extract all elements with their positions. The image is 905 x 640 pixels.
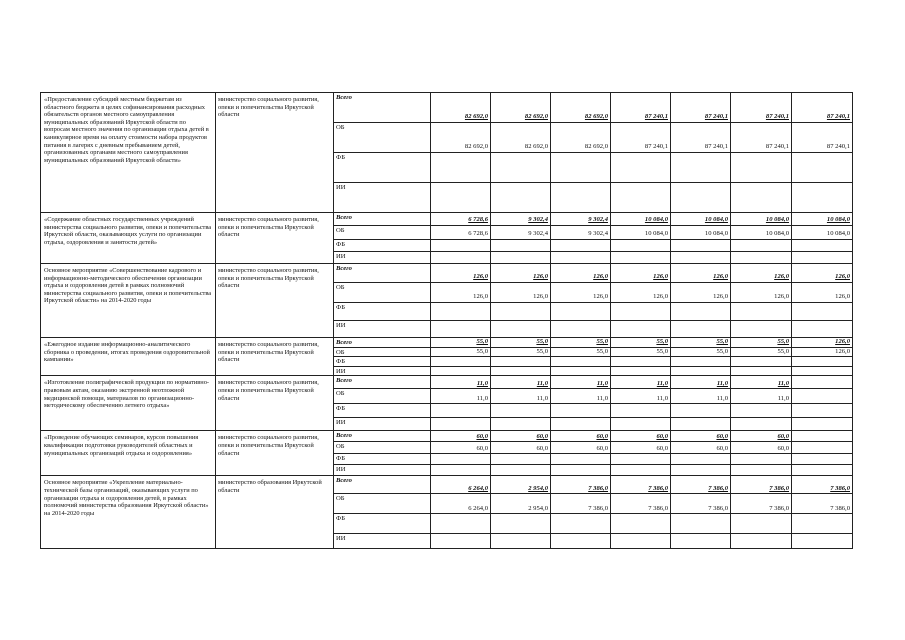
amount-cell xyxy=(611,153,671,183)
responsible-org-cell: министерство социального развития, опеки и попечительства Иркутской области xyxy=(216,264,334,338)
amount-cell: 9 302,4 xyxy=(551,213,611,226)
amount-cell: 55,0 xyxy=(611,338,671,348)
funding-source-cell: Всего xyxy=(334,213,431,226)
amount-cell xyxy=(792,183,853,213)
amount-cell: 11,0 xyxy=(731,389,792,404)
amount-cell: 55,0 xyxy=(551,347,611,357)
amount-cell: 126,0 xyxy=(611,264,671,283)
funding-source-cell: Всего xyxy=(334,93,431,123)
amount-cell xyxy=(431,366,491,376)
amount-cell: 126,0 xyxy=(431,283,491,303)
amount-cell xyxy=(491,404,551,418)
amount-cell: 10 084,0 xyxy=(611,226,671,240)
amount-cell: 6 264,0 xyxy=(431,494,491,514)
amount-cell: 126,0 xyxy=(551,283,611,303)
amount-cell: 11,0 xyxy=(431,389,491,404)
amount-cell: 126,0 xyxy=(671,264,731,283)
amount-cell xyxy=(731,321,792,338)
amount-cell xyxy=(551,303,611,321)
amount-cell: 82 692,0 xyxy=(431,93,491,123)
funding-source-cell: ОБ xyxy=(334,123,431,153)
amount-cell: 2 954,0 xyxy=(491,476,551,494)
amount-cell xyxy=(731,153,792,183)
amount-cell: 126,0 xyxy=(792,283,853,303)
amount-cell xyxy=(611,240,671,252)
amount-cell: 60,0 xyxy=(671,442,731,454)
funding-source-cell: ИИ xyxy=(334,183,431,213)
amount-cell xyxy=(551,183,611,213)
amount-cell xyxy=(671,514,731,534)
amount-cell xyxy=(611,418,671,431)
amount-cell xyxy=(431,454,491,465)
funding-source-cell: ИИ xyxy=(334,465,431,476)
funding-source-cell: ОБ xyxy=(334,494,431,514)
activity-name-cell: «Содержание областных государственных учреждений министерства социального развития, опеки и попечительства Иркутской области, оказывающих услуги по организации отдыха, оздоровления и занятости детей» xyxy=(41,213,216,264)
amount-cell xyxy=(792,153,853,183)
amount-cell: 82 692,0 xyxy=(491,93,551,123)
amount-cell xyxy=(491,183,551,213)
amount-cell: 55,0 xyxy=(671,347,731,357)
amount-cell: 60,0 xyxy=(731,442,792,454)
amount-cell: 9 302,4 xyxy=(491,226,551,240)
amount-cell xyxy=(792,321,853,338)
amount-cell: 87 240,1 xyxy=(792,123,853,153)
amount-cell xyxy=(731,514,792,534)
funding-source-cell: ФБ xyxy=(334,454,431,465)
amount-cell xyxy=(551,240,611,252)
amount-cell: 10 084,0 xyxy=(671,226,731,240)
amount-cell xyxy=(792,514,853,534)
amount-cell: 126,0 xyxy=(731,264,792,283)
amount-cell xyxy=(431,357,491,367)
amount-cell xyxy=(491,534,551,549)
amount-cell xyxy=(431,465,491,476)
amount-cell: 60,0 xyxy=(551,442,611,454)
activity-name-cell: Основное мероприятие «Совершенствование кадрового и информационно-методического обеспечения организации отдыха и оздоровления детей в рамках полномочий министерства социального развития, опеки и попечительства Иркутской области» на 2014-2020 годы xyxy=(41,264,216,338)
amount-cell xyxy=(671,153,731,183)
funding-source-cell: ОБ xyxy=(334,442,431,454)
amount-cell: 7 386,0 xyxy=(551,494,611,514)
responsible-org-cell: министерство социального развития, опеки и попечительства Иркутской области xyxy=(216,213,334,264)
amount-cell xyxy=(551,357,611,367)
amount-cell: 6 264,0 xyxy=(431,476,491,494)
amount-cell: 87 240,1 xyxy=(671,93,731,123)
amount-cell xyxy=(611,465,671,476)
amount-cell xyxy=(671,418,731,431)
funding-source-cell: ИИ xyxy=(334,418,431,431)
amount-cell: 11,0 xyxy=(671,376,731,389)
funding-source-cell: ФБ xyxy=(334,514,431,534)
amount-cell: 11,0 xyxy=(431,376,491,389)
amount-cell: 126,0 xyxy=(491,283,551,303)
amount-cell xyxy=(671,240,731,252)
amount-cell: 60,0 xyxy=(671,431,731,442)
amount-cell: 10 084,0 xyxy=(792,213,853,226)
funding-source-cell: ОБ xyxy=(334,226,431,240)
amount-cell: 7 386,0 xyxy=(611,476,671,494)
amount-cell: 60,0 xyxy=(491,442,551,454)
responsible-org-cell: министерство социального развития, опеки и попечительства Иркутской области xyxy=(216,431,334,476)
amount-cell: 10 084,0 xyxy=(792,226,853,240)
amount-cell: 126,0 xyxy=(431,264,491,283)
table-row xyxy=(41,376,853,389)
amount-cell xyxy=(551,418,611,431)
amount-cell: 6 728,6 xyxy=(431,226,491,240)
funding-source-cell: ФБ xyxy=(334,153,431,183)
table-row xyxy=(41,213,853,226)
amount-cell: 7 386,0 xyxy=(792,476,853,494)
amount-cell xyxy=(731,183,792,213)
responsible-org-cell: министерство социального развития, опеки и попечительства Иркутской области xyxy=(216,376,334,431)
amount-cell: 60,0 xyxy=(551,431,611,442)
amount-cell: 7 386,0 xyxy=(671,494,731,514)
amount-cell: 87 240,1 xyxy=(731,123,792,153)
amount-cell: 60,0 xyxy=(611,442,671,454)
funding-source-cell: ОБ xyxy=(334,347,431,357)
amount-cell xyxy=(792,418,853,431)
funding-source-cell: ИИ xyxy=(334,534,431,549)
amount-cell xyxy=(551,252,611,264)
amount-cell xyxy=(491,240,551,252)
amount-cell xyxy=(611,321,671,338)
funding-source-cell: Всего xyxy=(334,376,431,389)
amount-cell: 10 084,0 xyxy=(731,226,792,240)
amount-cell xyxy=(431,534,491,549)
amount-cell xyxy=(551,534,611,549)
funding-source-cell: Всего xyxy=(334,476,431,494)
amount-cell xyxy=(491,418,551,431)
activity-name-cell: «Проведение обучающих семинаров, курсов повышения квалификации подготовки руководителей областных и муниципальных организаций отдыха и оздоровления» xyxy=(41,431,216,476)
funding-source-cell: ФБ xyxy=(334,303,431,321)
budget-table xyxy=(40,92,853,549)
funding-source-cell: ОБ xyxy=(334,283,431,303)
amount-cell: 60,0 xyxy=(431,431,491,442)
amount-cell: 55,0 xyxy=(551,338,611,348)
amount-cell: 82 692,0 xyxy=(431,123,491,153)
table-row xyxy=(41,93,853,123)
activity-name-cell: «Ежегодное издание информационно-аналитического сборника о проведении, итогах проведения оздоровительной кампании» xyxy=(41,338,216,376)
amount-cell: 126,0 xyxy=(792,347,853,357)
amount-cell: 11,0 xyxy=(611,376,671,389)
amount-cell xyxy=(792,465,853,476)
amount-cell xyxy=(792,534,853,549)
amount-cell: 55,0 xyxy=(731,347,792,357)
amount-cell xyxy=(611,303,671,321)
amount-cell: 126,0 xyxy=(671,283,731,303)
amount-cell: 87 240,1 xyxy=(731,93,792,123)
amount-cell xyxy=(491,357,551,367)
amount-cell xyxy=(671,404,731,418)
amount-cell xyxy=(491,454,551,465)
amount-cell: 126,0 xyxy=(551,264,611,283)
amount-cell xyxy=(671,303,731,321)
amount-cell xyxy=(671,366,731,376)
amount-cell: 60,0 xyxy=(611,431,671,442)
amount-cell: 10 084,0 xyxy=(611,213,671,226)
funding-source-cell: Всего xyxy=(334,338,431,348)
amount-cell xyxy=(792,357,853,367)
amount-cell: 60,0 xyxy=(491,431,551,442)
amount-cell xyxy=(431,183,491,213)
amount-cell xyxy=(792,366,853,376)
amount-cell: 7 386,0 xyxy=(611,494,671,514)
amount-cell xyxy=(431,404,491,418)
amount-cell xyxy=(792,303,853,321)
amount-cell: 87 240,1 xyxy=(792,93,853,123)
amount-cell xyxy=(792,404,853,418)
activity-name-cell: «Изготовление полиграфической продукции по нормативно-правовым актам, оказанию экстренной неотложной медицинской помощи, материалов по организационно-методическому обеспечению летнего отдыха» xyxy=(41,376,216,431)
amount-cell: 82 692,0 xyxy=(551,93,611,123)
amount-cell: 55,0 xyxy=(491,347,551,357)
amount-cell: 82 692,0 xyxy=(551,123,611,153)
amount-cell: 55,0 xyxy=(431,338,491,348)
amount-cell xyxy=(491,321,551,338)
amount-cell: 2 954,0 xyxy=(491,494,551,514)
amount-cell xyxy=(431,321,491,338)
budget-table-body xyxy=(41,93,853,549)
responsible-org-cell: министерство социального развития, опеки и попечительства Иркутской области xyxy=(216,93,334,213)
amount-cell xyxy=(551,366,611,376)
amount-cell: 7 386,0 xyxy=(551,476,611,494)
amount-cell xyxy=(792,454,853,465)
funding-source-cell: ИИ xyxy=(334,252,431,264)
amount-cell xyxy=(611,183,671,213)
amount-cell xyxy=(551,465,611,476)
amount-cell xyxy=(671,321,731,338)
amount-cell: 9 302,4 xyxy=(491,213,551,226)
amount-cell xyxy=(731,465,792,476)
amount-cell xyxy=(611,357,671,367)
amount-cell: 11,0 xyxy=(731,376,792,389)
funding-source-cell: Всего xyxy=(334,431,431,442)
amount-cell: 126,0 xyxy=(731,283,792,303)
amount-cell: 6 728,6 xyxy=(431,213,491,226)
amount-cell: 60,0 xyxy=(431,442,491,454)
amount-cell xyxy=(491,303,551,321)
amount-cell xyxy=(731,252,792,264)
amount-cell: 126,0 xyxy=(792,338,853,348)
amount-cell xyxy=(611,404,671,418)
amount-cell: 10 084,0 xyxy=(671,213,731,226)
funding-source-cell: Всего xyxy=(334,264,431,283)
amount-cell xyxy=(792,389,853,404)
table-row xyxy=(41,338,853,348)
amount-cell: 11,0 xyxy=(551,389,611,404)
amount-cell: 55,0 xyxy=(431,347,491,357)
amount-cell: 126,0 xyxy=(792,264,853,283)
amount-cell: 87 240,1 xyxy=(611,93,671,123)
amount-cell xyxy=(431,252,491,264)
amount-cell xyxy=(671,252,731,264)
amount-cell: 7 386,0 xyxy=(792,494,853,514)
funding-source-cell: ФБ xyxy=(334,357,431,367)
amount-cell: 7 386,0 xyxy=(731,494,792,514)
amount-cell xyxy=(551,404,611,418)
amount-cell: 55,0 xyxy=(731,338,792,348)
amount-cell: 87 240,1 xyxy=(671,123,731,153)
funding-source-cell: ФБ xyxy=(334,404,431,418)
amount-cell xyxy=(491,366,551,376)
amount-cell: 7 386,0 xyxy=(731,476,792,494)
amount-cell xyxy=(731,357,792,367)
amount-cell: 11,0 xyxy=(611,389,671,404)
amount-cell xyxy=(551,153,611,183)
amount-cell: 55,0 xyxy=(491,338,551,348)
amount-cell xyxy=(431,240,491,252)
amount-cell xyxy=(731,303,792,321)
amount-cell xyxy=(671,357,731,367)
amount-cell: 11,0 xyxy=(491,389,551,404)
amount-cell xyxy=(611,534,671,549)
amount-cell xyxy=(731,534,792,549)
amount-cell xyxy=(551,454,611,465)
responsible-org-cell: министерство образования Иркутской области xyxy=(216,476,334,549)
responsible-org-cell: министерство социального развития, опеки и попечительства Иркутской области xyxy=(216,338,334,376)
amount-cell: 87 240,1 xyxy=(611,123,671,153)
amount-cell xyxy=(611,366,671,376)
amount-cell xyxy=(671,465,731,476)
amount-cell xyxy=(731,454,792,465)
amount-cell xyxy=(731,240,792,252)
funding-source-cell: ИИ xyxy=(334,321,431,338)
amount-cell xyxy=(551,321,611,338)
amount-cell xyxy=(551,514,611,534)
amount-cell: 9 302,4 xyxy=(551,226,611,240)
activity-name-cell: Основное мероприятие «Укрепление материально-технической базы организаций, оказывающих услуги по организации отдыха и оздоровления детей, в рамках полномочий министерства образования Иркутской области» на 2014-2020 годы xyxy=(41,476,216,549)
amount-cell: 11,0 xyxy=(491,376,551,389)
amount-cell xyxy=(671,534,731,549)
amount-cell: 126,0 xyxy=(611,283,671,303)
amount-cell: 126,0 xyxy=(491,264,551,283)
amount-cell xyxy=(611,514,671,534)
amount-cell: 55,0 xyxy=(611,347,671,357)
amount-cell xyxy=(431,514,491,534)
amount-cell xyxy=(431,153,491,183)
funding-source-cell: ОБ xyxy=(334,389,431,404)
activity-name-cell: «Предоставление субсидий местным бюджетам из областного бюджета в целях софинансирования расходных обязательств органов местного самоуправления муниципальных образований Иркутской области по вопросам местного значения по организации отдыха детей в каникулярное время на оплату стоимости набора продуктов питания в лагерях с дневным пребыванием детей, организованных органами местного самоуправления муниципальных образований Иркутской области» xyxy=(41,93,216,213)
amount-cell xyxy=(792,431,853,442)
amount-cell xyxy=(671,183,731,213)
amount-cell: 11,0 xyxy=(551,376,611,389)
amount-cell xyxy=(792,376,853,389)
amount-cell xyxy=(491,514,551,534)
amount-cell: 55,0 xyxy=(671,338,731,348)
amount-cell xyxy=(792,252,853,264)
amount-cell: 82 692,0 xyxy=(491,123,551,153)
amount-cell xyxy=(431,303,491,321)
amount-cell: 7 386,0 xyxy=(671,476,731,494)
amount-cell xyxy=(491,465,551,476)
amount-cell xyxy=(611,252,671,264)
amount-cell xyxy=(731,366,792,376)
table-row xyxy=(41,264,853,283)
amount-cell xyxy=(431,418,491,431)
amount-cell xyxy=(731,404,792,418)
amount-cell xyxy=(491,153,551,183)
funding-source-cell: ФБ xyxy=(334,240,431,252)
budget-table-page xyxy=(40,92,852,549)
table-row xyxy=(41,476,853,494)
amount-cell xyxy=(792,442,853,454)
amount-cell xyxy=(792,240,853,252)
amount-cell: 60,0 xyxy=(731,431,792,442)
amount-cell xyxy=(731,418,792,431)
amount-cell: 10 084,0 xyxy=(731,213,792,226)
funding-source-cell: ИИ xyxy=(334,366,431,376)
table-row xyxy=(41,431,853,442)
amount-cell xyxy=(671,454,731,465)
amount-cell: 11,0 xyxy=(671,389,731,404)
amount-cell xyxy=(491,252,551,264)
amount-cell xyxy=(611,454,671,465)
